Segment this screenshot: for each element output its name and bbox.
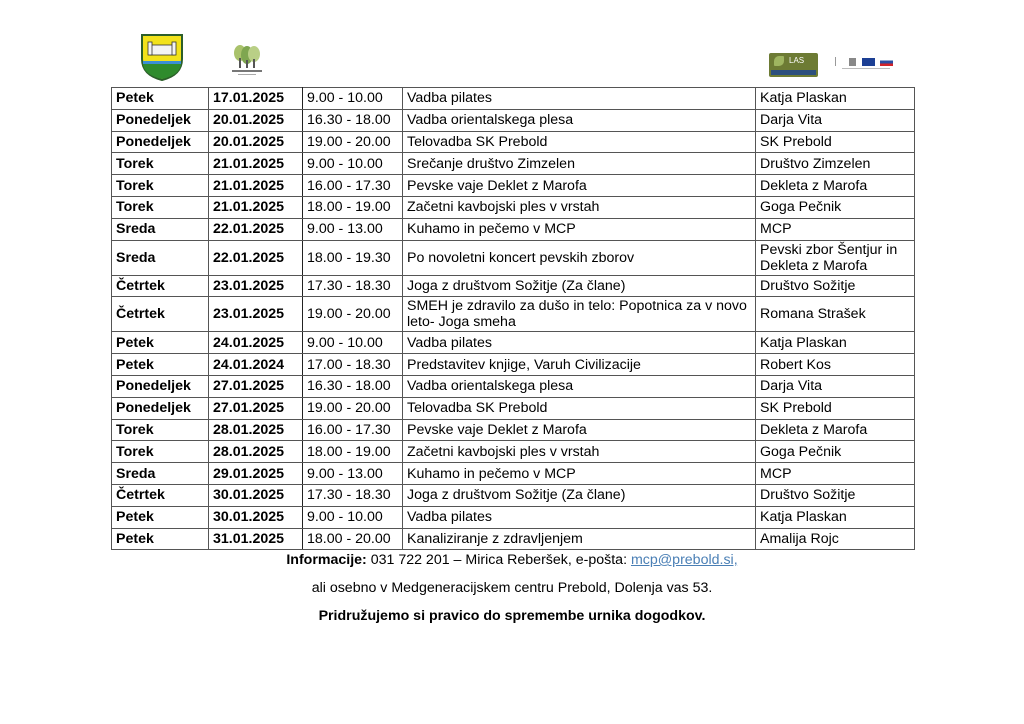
disclaimer-line: Pridružujemo si pravico do spremembe urnika dogodkov. <box>318 608 706 624</box>
table-row <box>112 109 915 131</box>
cell-event: Telovadba SK Prebold <box>403 397 756 419</box>
cell-day: Torek <box>112 175 209 197</box>
cell-host: Društvo Sožitje <box>756 484 915 506</box>
coat-of-arms-logo <box>140 33 184 81</box>
cell-time: 9.00 - 13.00 <box>303 218 403 240</box>
cell-event: SMEH je zdravilo za dušo in telo: Popotnica za v novo leto- Joga smeha <box>403 297 756 332</box>
cell-day: Petek <box>112 354 209 376</box>
cell-event: Joga z društvom Sožitje (Za člane) <box>403 484 756 506</box>
cell-host: Katja Plaskan <box>756 88 915 110</box>
table-row <box>112 196 915 218</box>
cell-host: Romana Strašek <box>756 297 915 332</box>
cell-date: 29.01.2025 <box>209 463 303 485</box>
table-row <box>112 354 915 376</box>
cell-day: Ponedeljek <box>112 109 209 131</box>
cell-date: 23.01.2025 <box>209 297 303 332</box>
cell-event: Vadba pilates <box>403 332 756 354</box>
cell-day: Sreda <box>112 218 209 240</box>
slovenia-flag-icon <box>880 58 893 66</box>
cell-day: Petek <box>112 332 209 354</box>
cell-host: Dekleta z Marofa <box>756 419 915 441</box>
cell-event: Predstavitev knjige, Varuh Civilizacije <box>403 354 756 376</box>
cell-event: Kanaliziranje z zdravljenjem <box>403 528 756 550</box>
cell-day: Petek <box>112 88 209 110</box>
cell-date: 24.01.2025 <box>209 332 303 354</box>
cell-host: Pevski zbor Šentjur in Dekleta z Marofa <box>756 240 915 275</box>
cell-date: 21.01.2025 <box>209 175 303 197</box>
cell-day: Torek <box>112 153 209 175</box>
cell-day: Torek <box>112 441 209 463</box>
cell-host: Društvo Zimzelen <box>756 153 915 175</box>
cell-day: Četrtek <box>112 275 209 297</box>
table-row <box>112 463 915 485</box>
cell-host: Dekleta z Marofa <box>756 175 915 197</box>
cell-date: 21.01.2025 <box>209 153 303 175</box>
cell-day: Petek <box>112 506 209 528</box>
cell-time: 19.00 - 20.00 <box>303 131 403 153</box>
table-row <box>112 240 915 275</box>
email-link[interactable]: mcp@prebold.si, <box>630 552 738 568</box>
table-row <box>112 275 915 297</box>
cell-host: Društvo Sožitje <box>756 275 915 297</box>
cell-host: SK Prebold <box>756 397 915 419</box>
info-label: Informacije: <box>286 552 367 568</box>
cell-day: Ponedeljek <box>112 131 209 153</box>
table-row <box>112 175 915 197</box>
table-row <box>112 441 915 463</box>
cell-day: Ponedeljek <box>112 375 209 397</box>
cell-time: 19.00 - 20.00 <box>303 297 403 332</box>
cell-event: Telovadba SK Prebold <box>403 131 756 153</box>
cell-event: Joga z društvom Sožitje (Za člane) <box>403 275 756 297</box>
cell-host: Robert Kos <box>756 354 915 376</box>
cell-event: Vadba orientalskega plesa <box>403 109 756 131</box>
cell-event: Začetni kavbojski ples v vrstah <box>403 196 756 218</box>
program-logo <box>849 58 856 66</box>
cell-event: Kuhamo in pečemo v MCP <box>403 218 756 240</box>
cell-time: 9.00 - 10.00 <box>303 506 403 528</box>
table-row <box>112 297 915 332</box>
cell-date: 20.01.2025 <box>209 131 303 153</box>
eu-flag-icon <box>862 58 875 66</box>
las-logo-text: LAS <box>789 56 805 65</box>
table-row <box>112 419 915 441</box>
cell-time: 19.00 - 20.00 <box>303 397 403 419</box>
table-row <box>112 528 915 550</box>
cell-day: Sreda <box>112 463 209 485</box>
cell-host: Goga Pečnik <box>756 196 915 218</box>
cell-date: 28.01.2025 <box>209 419 303 441</box>
cell-event: Vadba pilates <box>403 506 756 528</box>
cell-event: Vadba pilates <box>403 88 756 110</box>
table-row <box>112 218 915 240</box>
cell-host: Amalija Rojc <box>756 528 915 550</box>
funding-caption <box>842 68 890 69</box>
cell-date: 28.01.2025 <box>209 441 303 463</box>
cell-time: 17.00 - 18.30 <box>303 354 403 376</box>
cell-host: Goga Pečnik <box>756 441 915 463</box>
cell-date: 23.01.2025 <box>209 275 303 297</box>
cell-host: Darja Vita <box>756 375 915 397</box>
ministry-logo <box>835 57 846 66</box>
cell-time: 16.00 - 17.30 <box>303 419 403 441</box>
cell-date: 24.01.2024 <box>209 354 303 376</box>
cell-host: MCP <box>756 218 915 240</box>
table-row <box>112 332 915 354</box>
cell-date: 27.01.2025 <box>209 375 303 397</box>
eu-funding-logos <box>832 55 898 71</box>
cell-time: 9.00 - 10.00 <box>303 153 403 175</box>
cell-event: Kuhamo in pečemo v MCP <box>403 463 756 485</box>
cell-time: 9.00 - 10.00 <box>303 88 403 110</box>
cell-date: 27.01.2025 <box>209 397 303 419</box>
address-line: ali osebno v Medgeneracijskem centru Prebold, Dolenja vas 53. <box>311 580 713 596</box>
cell-host: Katja Plaskan <box>756 506 915 528</box>
table-row <box>112 88 915 110</box>
cell-host: MCP <box>756 463 915 485</box>
info-text: 031 722 201 – Mirica Reberšek, e-pošta: <box>366 552 631 568</box>
cell-day: Ponedeljek <box>112 397 209 419</box>
cell-date: 22.01.2025 <box>209 218 303 240</box>
cell-time: 16.00 - 17.30 <box>303 175 403 197</box>
leaf-icon <box>774 56 784 66</box>
cell-day: Torek <box>112 419 209 441</box>
medgeneracijski-center-logo <box>228 44 266 78</box>
schedule-body <box>112 88 915 550</box>
cell-day: Torek <box>112 196 209 218</box>
schedule-table <box>111 87 915 550</box>
cell-day: Četrtek <box>112 484 209 506</box>
cell-event: Pevske vaje Deklet z Marofa <box>403 419 756 441</box>
cell-time: 17.30 - 18.30 <box>303 484 403 506</box>
info-line <box>0 552 1024 568</box>
cell-time: 9.00 - 13.00 <box>303 463 403 485</box>
cell-date: 30.01.2025 <box>209 506 303 528</box>
cell-host: SK Prebold <box>756 131 915 153</box>
cell-day: Četrtek <box>112 297 209 332</box>
cell-date: 17.01.2025 <box>209 88 303 110</box>
las-logo <box>769 53 818 77</box>
cell-time: 16.30 - 18.00 <box>303 375 403 397</box>
cell-date: 31.01.2025 <box>209 528 303 550</box>
cell-host: Darja Vita <box>756 109 915 131</box>
cell-time: 18.00 - 19.00 <box>303 441 403 463</box>
cell-day: Sreda <box>112 240 209 275</box>
cell-time: 9.00 - 10.00 <box>303 332 403 354</box>
cell-date: 22.01.2025 <box>209 240 303 275</box>
cell-event: Po novoletni koncert pevskih zborov <box>403 240 756 275</box>
cell-time: 18.00 - 19.30 <box>303 240 403 275</box>
table-row <box>112 131 915 153</box>
cell-time: 16.30 - 18.00 <box>303 109 403 131</box>
cell-day: Petek <box>112 528 209 550</box>
cell-event: Pevske vaje Deklet z Marofa <box>403 175 756 197</box>
cell-date: 20.01.2025 <box>209 109 303 131</box>
cell-event: Začetni kavbojski ples v vrstah <box>403 441 756 463</box>
cell-time: 18.00 - 20.00 <box>303 528 403 550</box>
cell-event: Srečanje društvo Zimzelen <box>403 153 756 175</box>
table-row <box>112 506 915 528</box>
table-row <box>112 375 915 397</box>
las-logo-band <box>771 70 816 75</box>
table-row <box>112 153 915 175</box>
cell-date: 30.01.2025 <box>209 484 303 506</box>
cell-host: Katja Plaskan <box>756 332 915 354</box>
cell-date: 21.01.2025 <box>209 196 303 218</box>
table-row <box>112 397 915 419</box>
cell-event: Vadba orientalskega plesa <box>403 375 756 397</box>
cell-time: 18.00 - 19.00 <box>303 196 403 218</box>
cell-time: 17.30 - 18.30 <box>303 275 403 297</box>
table-row <box>112 484 915 506</box>
